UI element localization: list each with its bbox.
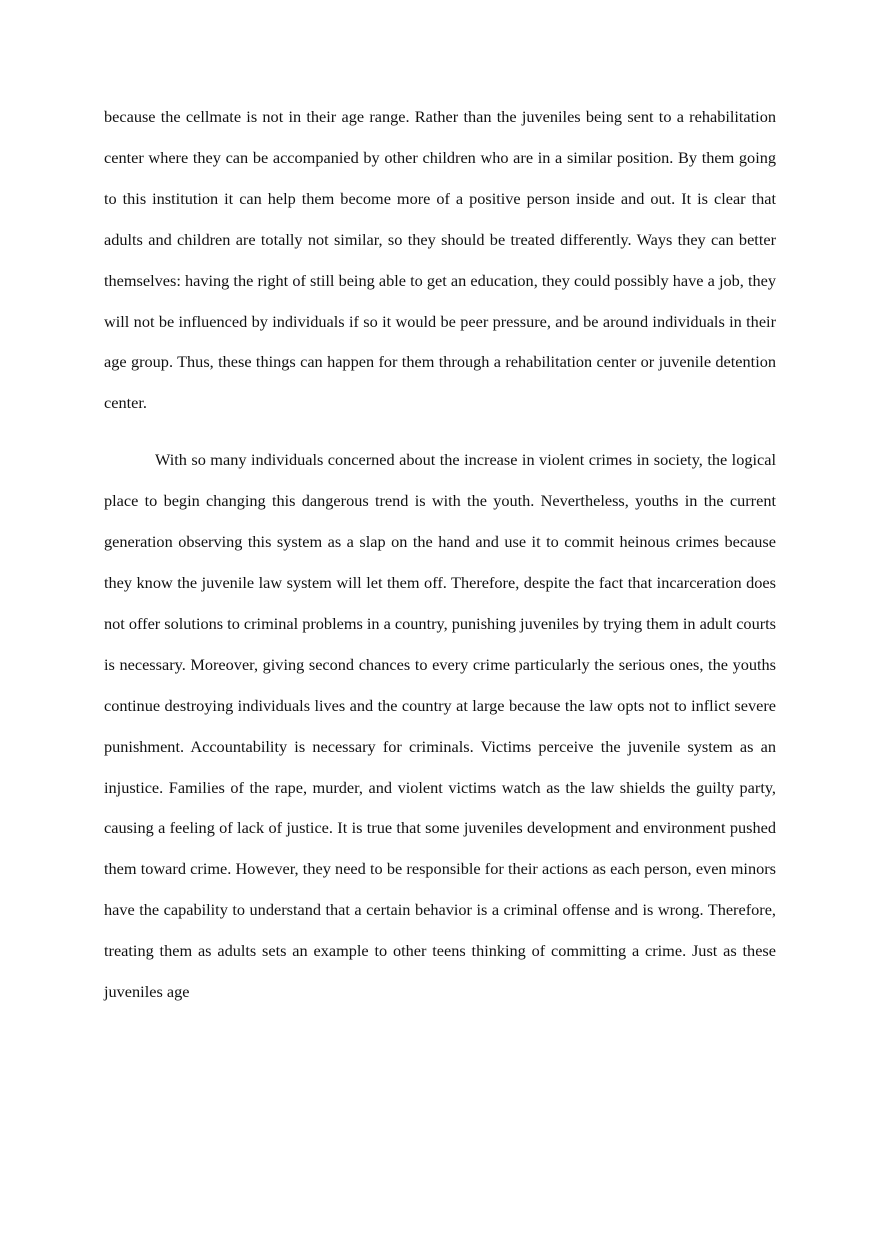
paragraph-juvenile-accountability: With so many individuals concerned about the increase in violent crimes in society, the logical place to begin changing this dangerous trend is with the youth. Nevertheless, youths in the current generation observing this system as a slap on the hand and use it to commit heinous crimes because they know the juvenile law system will let them off. Therefore, despite the fact that incarceration does not offer solutions to criminal problems in a country, punishing juveniles by trying them in adult courts is necessary. Moreover, giving second chances to every crime particularly the serious ones, the youths continue destroying individuals lives and the country at large because the law opts not to inflict severe punishment. Accountability is necessary for criminals. Victims perceive the juvenile system as an injustice. Families of the rape, murder, and violent victims watch as the law shields the guilty party, causing a feeling of lack of justice. It is true that some juveniles development and environment pushed them toward crime. However, they need to be responsible for their actions as each person, even minors have the capability to understand that a certain behavior is a criminal offense and is wrong. Therefore, treating them as adults sets an example to other teens thinking of committing a crime. Just as these juveniles age — [104, 450, 776, 1002]
paragraph-continuation: because the cellmate is not in their age range. Rather than the juveniles being sent to a rehabilitation center where they can be accompanied by other children who are in a similar position. By them going to this institution it can help them become more of a positive person inside and out. It is clear that adults and children are totally not similar, so they should be treated differently. Ways they can better themselves: having the right of still being able to get an education, they could possibly have a job, they will not be influenced by individuals if so it would be peer pressure, and be around individuals in their age group. Thus, these things can happen for them through a rehabilitation center or juvenile detention center. — [104, 107, 776, 413]
paragraph-spacer — [104, 424, 776, 440]
